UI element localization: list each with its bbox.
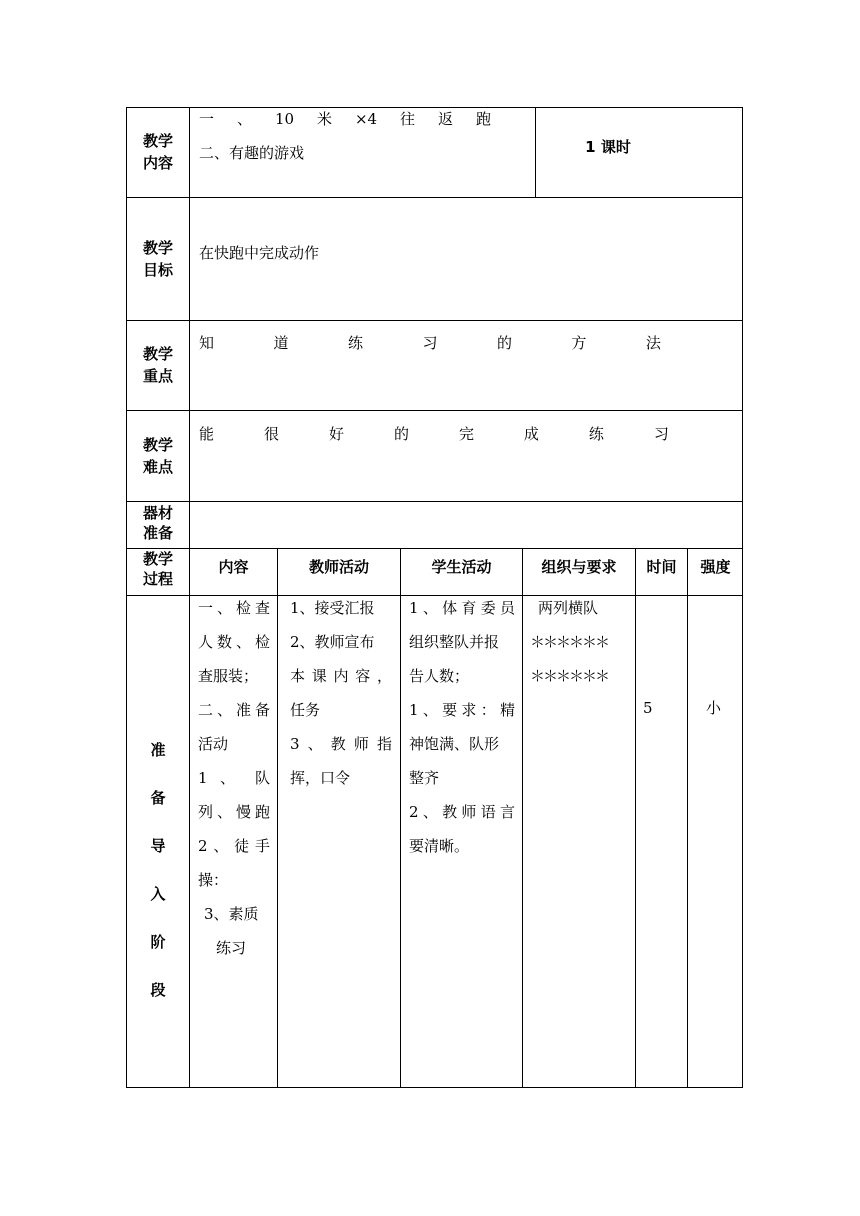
time-value: 5	[643, 699, 653, 717]
row-divider	[126, 501, 743, 502]
student-activity-cell: 1、体育委员 组织整队并报 告人数； 1、要求：精 神饱满、队形 整齐 2、教师语言 要清晰。	[409, 599, 515, 855]
header-organization: 组织与要求	[541, 558, 617, 576]
content-label: 教学 内容	[142, 132, 173, 172]
equipment-label: 器材 准备	[142, 504, 173, 542]
col-divider	[189, 107, 190, 1088]
row-divider	[126, 548, 743, 549]
col-divider	[687, 548, 688, 1088]
content-line-1: 一 、 10 米 ×4 往 返 跑	[199, 110, 491, 128]
col-divider	[635, 548, 636, 1088]
lesson-hours: 1 课时	[585, 138, 631, 156]
key-point-text: 知 道 练 习 的 方 法	[199, 334, 661, 352]
header-content: 内容	[218, 558, 249, 576]
col-divider	[400, 548, 401, 1088]
row-divider	[126, 197, 743, 198]
intensity-value: 小	[706, 699, 722, 717]
col-divider	[522, 548, 523, 1088]
teacher-activity-cell: 1、接受汇报 2、教师宣布 本课内容， 任务 3、教师指 挥，口令	[290, 599, 392, 787]
header-student-activity: 学生活动	[431, 558, 492, 576]
difficulty-text: 能 很 好 的 完 成 练 习	[199, 425, 669, 443]
goal-text: 在快跑中完成动作	[199, 244, 320, 262]
process-label: 教学 过程	[142, 550, 173, 588]
row-divider	[126, 410, 743, 411]
header-time: 时间	[646, 558, 677, 576]
header-intensity: 强度	[700, 558, 731, 576]
header-teacher-activity: 教师活动	[308, 558, 369, 576]
goal-label: 教学 目标	[142, 239, 173, 279]
difficulty-label: 教学 难点	[142, 436, 173, 476]
content-line-2: 二、有趣的游戏	[199, 144, 305, 162]
organization-cell: 两列横队 ＊＊＊＊＊＊ ＊＊＊＊＊＊	[530, 599, 609, 685]
col-divider	[277, 548, 278, 1088]
content-cell: 一、检查 人数、检 查服装； 二、准备 活动 1 、 队 列、慢跑 2、徒手 操： 3、素质 练习	[198, 599, 270, 957]
stage-label: 准 备 导 入 阶 段	[150, 741, 166, 999]
row-divider	[126, 320, 743, 321]
key-point-label: 教学 重点	[142, 345, 173, 385]
